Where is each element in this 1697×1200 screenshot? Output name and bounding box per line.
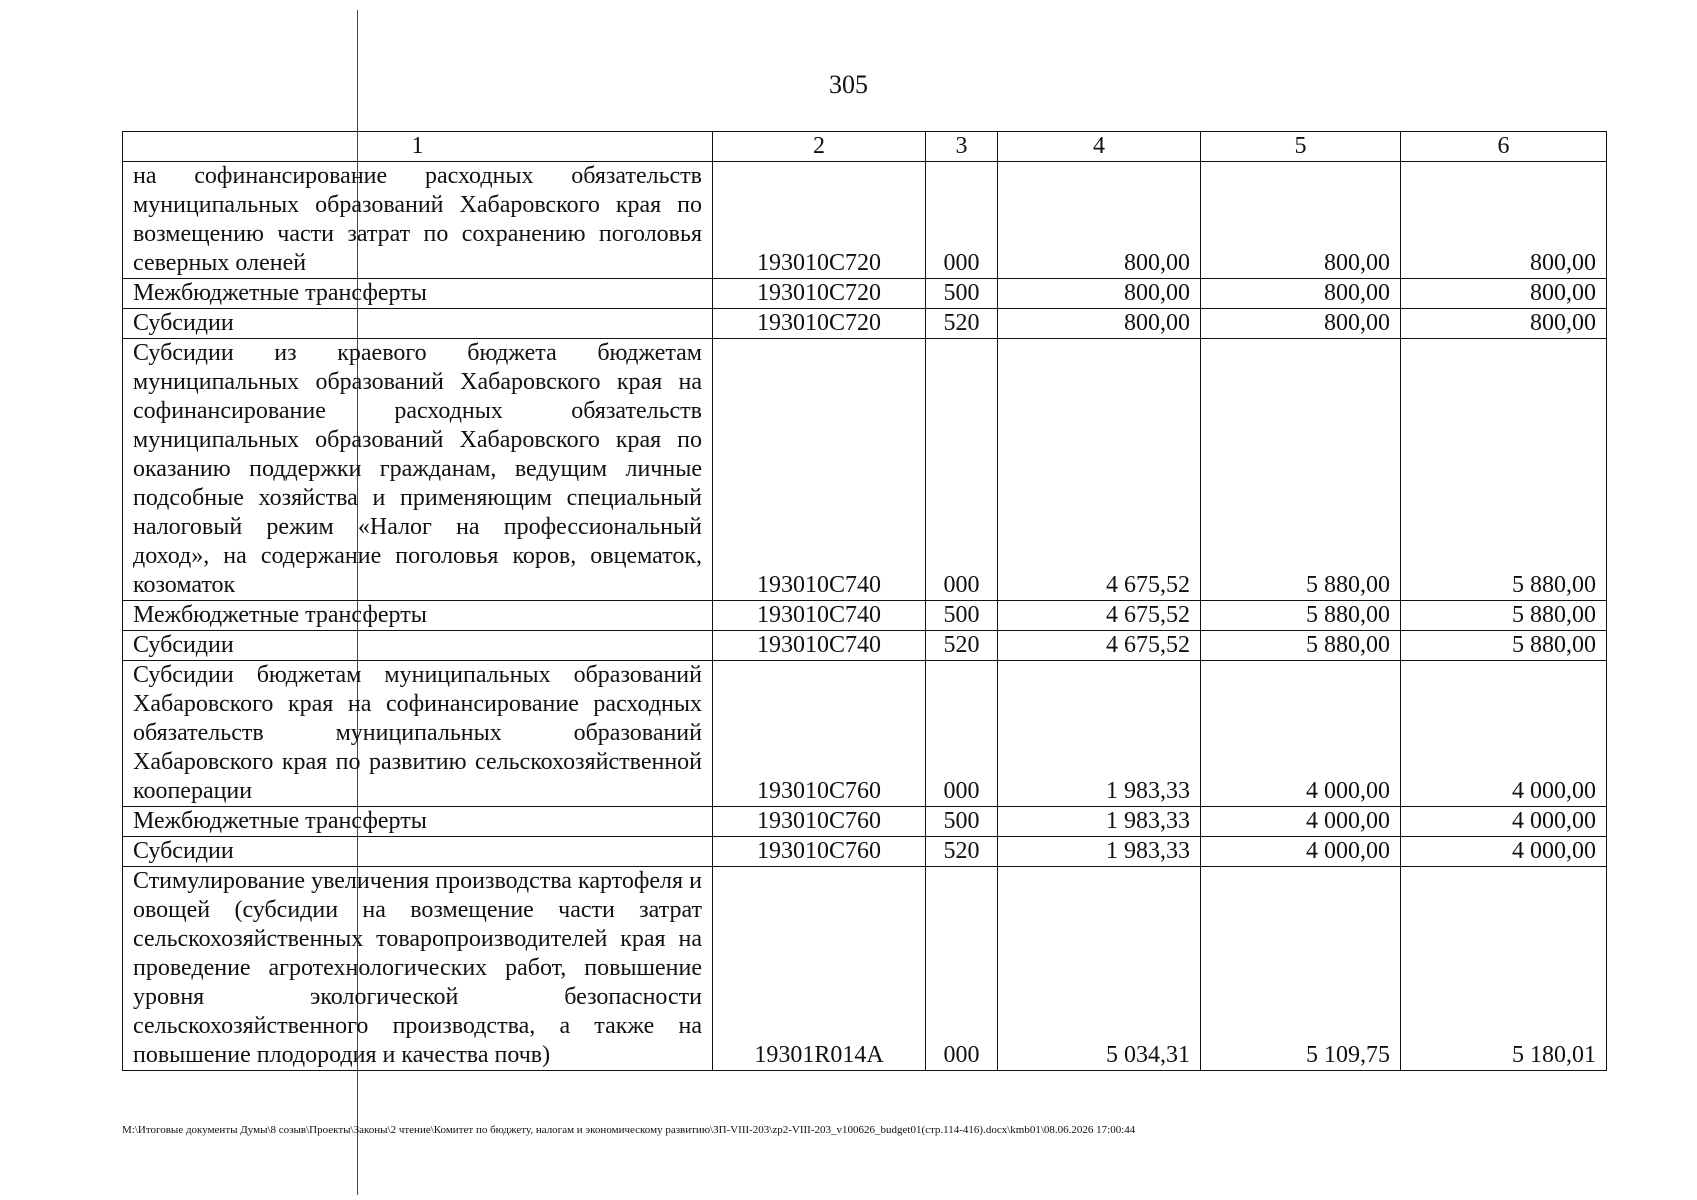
row-amount-col6-cell: 4 000,00 [1401,661,1607,807]
row-amount-col5-cell: 5 880,00 [1201,339,1401,601]
row-amount-col6-cell: 5 180,01 [1401,867,1607,1071]
row-expense-type-cell: 500 [926,807,998,837]
row-amount-col5-cell: 5 109,75 [1201,867,1401,1071]
row-code-cell: 193010C760 [713,661,926,807]
row-amount-col4-cell: 1 983,33 [998,837,1201,867]
table-row [123,807,1607,837]
row-amount-col5-cell: 4 000,00 [1201,807,1401,837]
row-amount-col6-cell: 800,00 [1401,309,1607,339]
row-expense-type-cell: 520 [926,837,998,867]
row-name-cell: Субсидии бюджетам муниципальных образований Хабаровского края на софинансирование расходных обязательств муниципальных образований Хабаровского края по развитию сельскохозяйственной кооперации [123,661,713,807]
table-row [123,631,1607,661]
table-row [123,601,1607,631]
row-name-cell: на софинансирование расходных обязательств муниципальных образований Хабаровского края по возмещению части затрат по сохранению поголовья северных оленей [123,162,713,279]
row-name-cell: Стимулирование увеличения производства картофеля и овощей (субсидии на возмещение части затрат сельскохозяйственных товаропроизводителей края на проведение агротехнологических работ, повышение уровня экологической безопасности сельскохозяйственного производства, а также на повышение плодородия и качества почв) [123,867,713,1071]
row-amount-col5-cell: 800,00 [1201,162,1401,279]
header-cell: 3 [926,132,998,162]
header-cell: 1 [123,132,713,162]
row-code-cell: 193010C720 [713,309,926,339]
table-row [123,339,1607,601]
row-expense-type-cell: 000 [926,661,998,807]
row-amount-col5-cell: 4 000,00 [1201,837,1401,867]
row-code-cell: 193010C760 [713,837,926,867]
row-amount-col6-cell: 5 880,00 [1401,339,1607,601]
row-name-cell: Субсидии из краевого бюджета бюджетам муниципальных образований Хабаровского края на софинансирование расходных обязательств муниципальных образований Хабаровского края по оказанию поддержки гражданам, ведущим личные подсобные хозяйства и применяющим специальный налоговый режим «Налог на профессиональный доход», на содержание поголовья коров, овцематок, козоматок [123,339,713,601]
table-row [123,279,1607,309]
table-row [123,837,1607,867]
row-expense-type-cell: 500 [926,601,998,631]
row-amount-col6-cell: 4 000,00 [1401,807,1607,837]
row-amount-col6-cell: 4 000,00 [1401,837,1607,867]
row-expense-type-cell: 520 [926,309,998,339]
row-amount-col6-cell: 800,00 [1401,162,1607,279]
row-amount-col6-cell: 800,00 [1401,279,1607,309]
footer-file-path: M:\Итоговые документы Думы\8 созыв\Проекты\Законы\2 чтение\Комитет по бюджету, налогам и экономическому развитию\ЗП-VIII-203\zp2-VIII-203_v100626_budget01(стр.114-416).docx\kmb01\08.06.2026 17:00:44 [122,1124,1136,1136]
row-amount-col4-cell: 4 675,52 [998,601,1201,631]
row-amount-col4-cell: 4 675,52 [998,631,1201,661]
row-amount-col6-cell: 5 880,00 [1401,601,1607,631]
row-amount-col4-cell: 5 034,31 [998,867,1201,1071]
table-row [123,661,1607,807]
row-name-cell: Субсидии [123,309,713,339]
row-amount-col5-cell: 5 880,00 [1201,601,1401,631]
row-name-cell: Межбюджетные трансферты [123,601,713,631]
budget-table [122,131,1607,1071]
header-cell: 5 [1201,132,1401,162]
row-code-cell: 193010C740 [713,631,926,661]
row-amount-col5-cell: 4 000,00 [1201,661,1401,807]
row-expense-type-cell: 500 [926,279,998,309]
row-amount-col5-cell: 800,00 [1201,279,1401,309]
row-expense-type-cell: 520 [926,631,998,661]
row-code-cell: 193010C740 [713,339,926,601]
table-row [123,309,1607,339]
row-name-cell: Субсидии [123,837,713,867]
table-header-row [123,132,1607,162]
row-name-cell: Субсидии [123,631,713,661]
table-row [123,867,1607,1071]
row-name-cell: Межбюджетные трансферты [123,279,713,309]
row-code-cell: 193010C720 [713,279,926,309]
row-code-cell: 193010C740 [713,601,926,631]
row-expense-type-cell: 000 [926,867,998,1071]
row-amount-col5-cell: 5 880,00 [1201,631,1401,661]
row-amount-col4-cell: 800,00 [998,309,1201,339]
row-amount-col5-cell: 800,00 [1201,309,1401,339]
row-amount-col4-cell: 800,00 [998,279,1201,309]
header-cell: 2 [713,132,926,162]
table-row [123,162,1607,279]
row-code-cell: 193010C720 [713,162,926,279]
row-amount-col4-cell: 800,00 [998,162,1201,279]
row-expense-type-cell: 000 [926,339,998,601]
header-cell: 6 [1401,132,1607,162]
row-code-cell: 19301R014A [713,867,926,1071]
page-number: 305 [829,70,868,99]
row-expense-type-cell: 000 [926,162,998,279]
row-name-cell: Межбюджетные трансферты [123,807,713,837]
row-amount-col4-cell: 1 983,33 [998,807,1201,837]
row-amount-col4-cell: 1 983,33 [998,661,1201,807]
row-amount-col4-cell: 4 675,52 [998,339,1201,601]
header-cell: 4 [998,132,1201,162]
row-code-cell: 193010C760 [713,807,926,837]
row-amount-col6-cell: 5 880,00 [1401,631,1607,661]
